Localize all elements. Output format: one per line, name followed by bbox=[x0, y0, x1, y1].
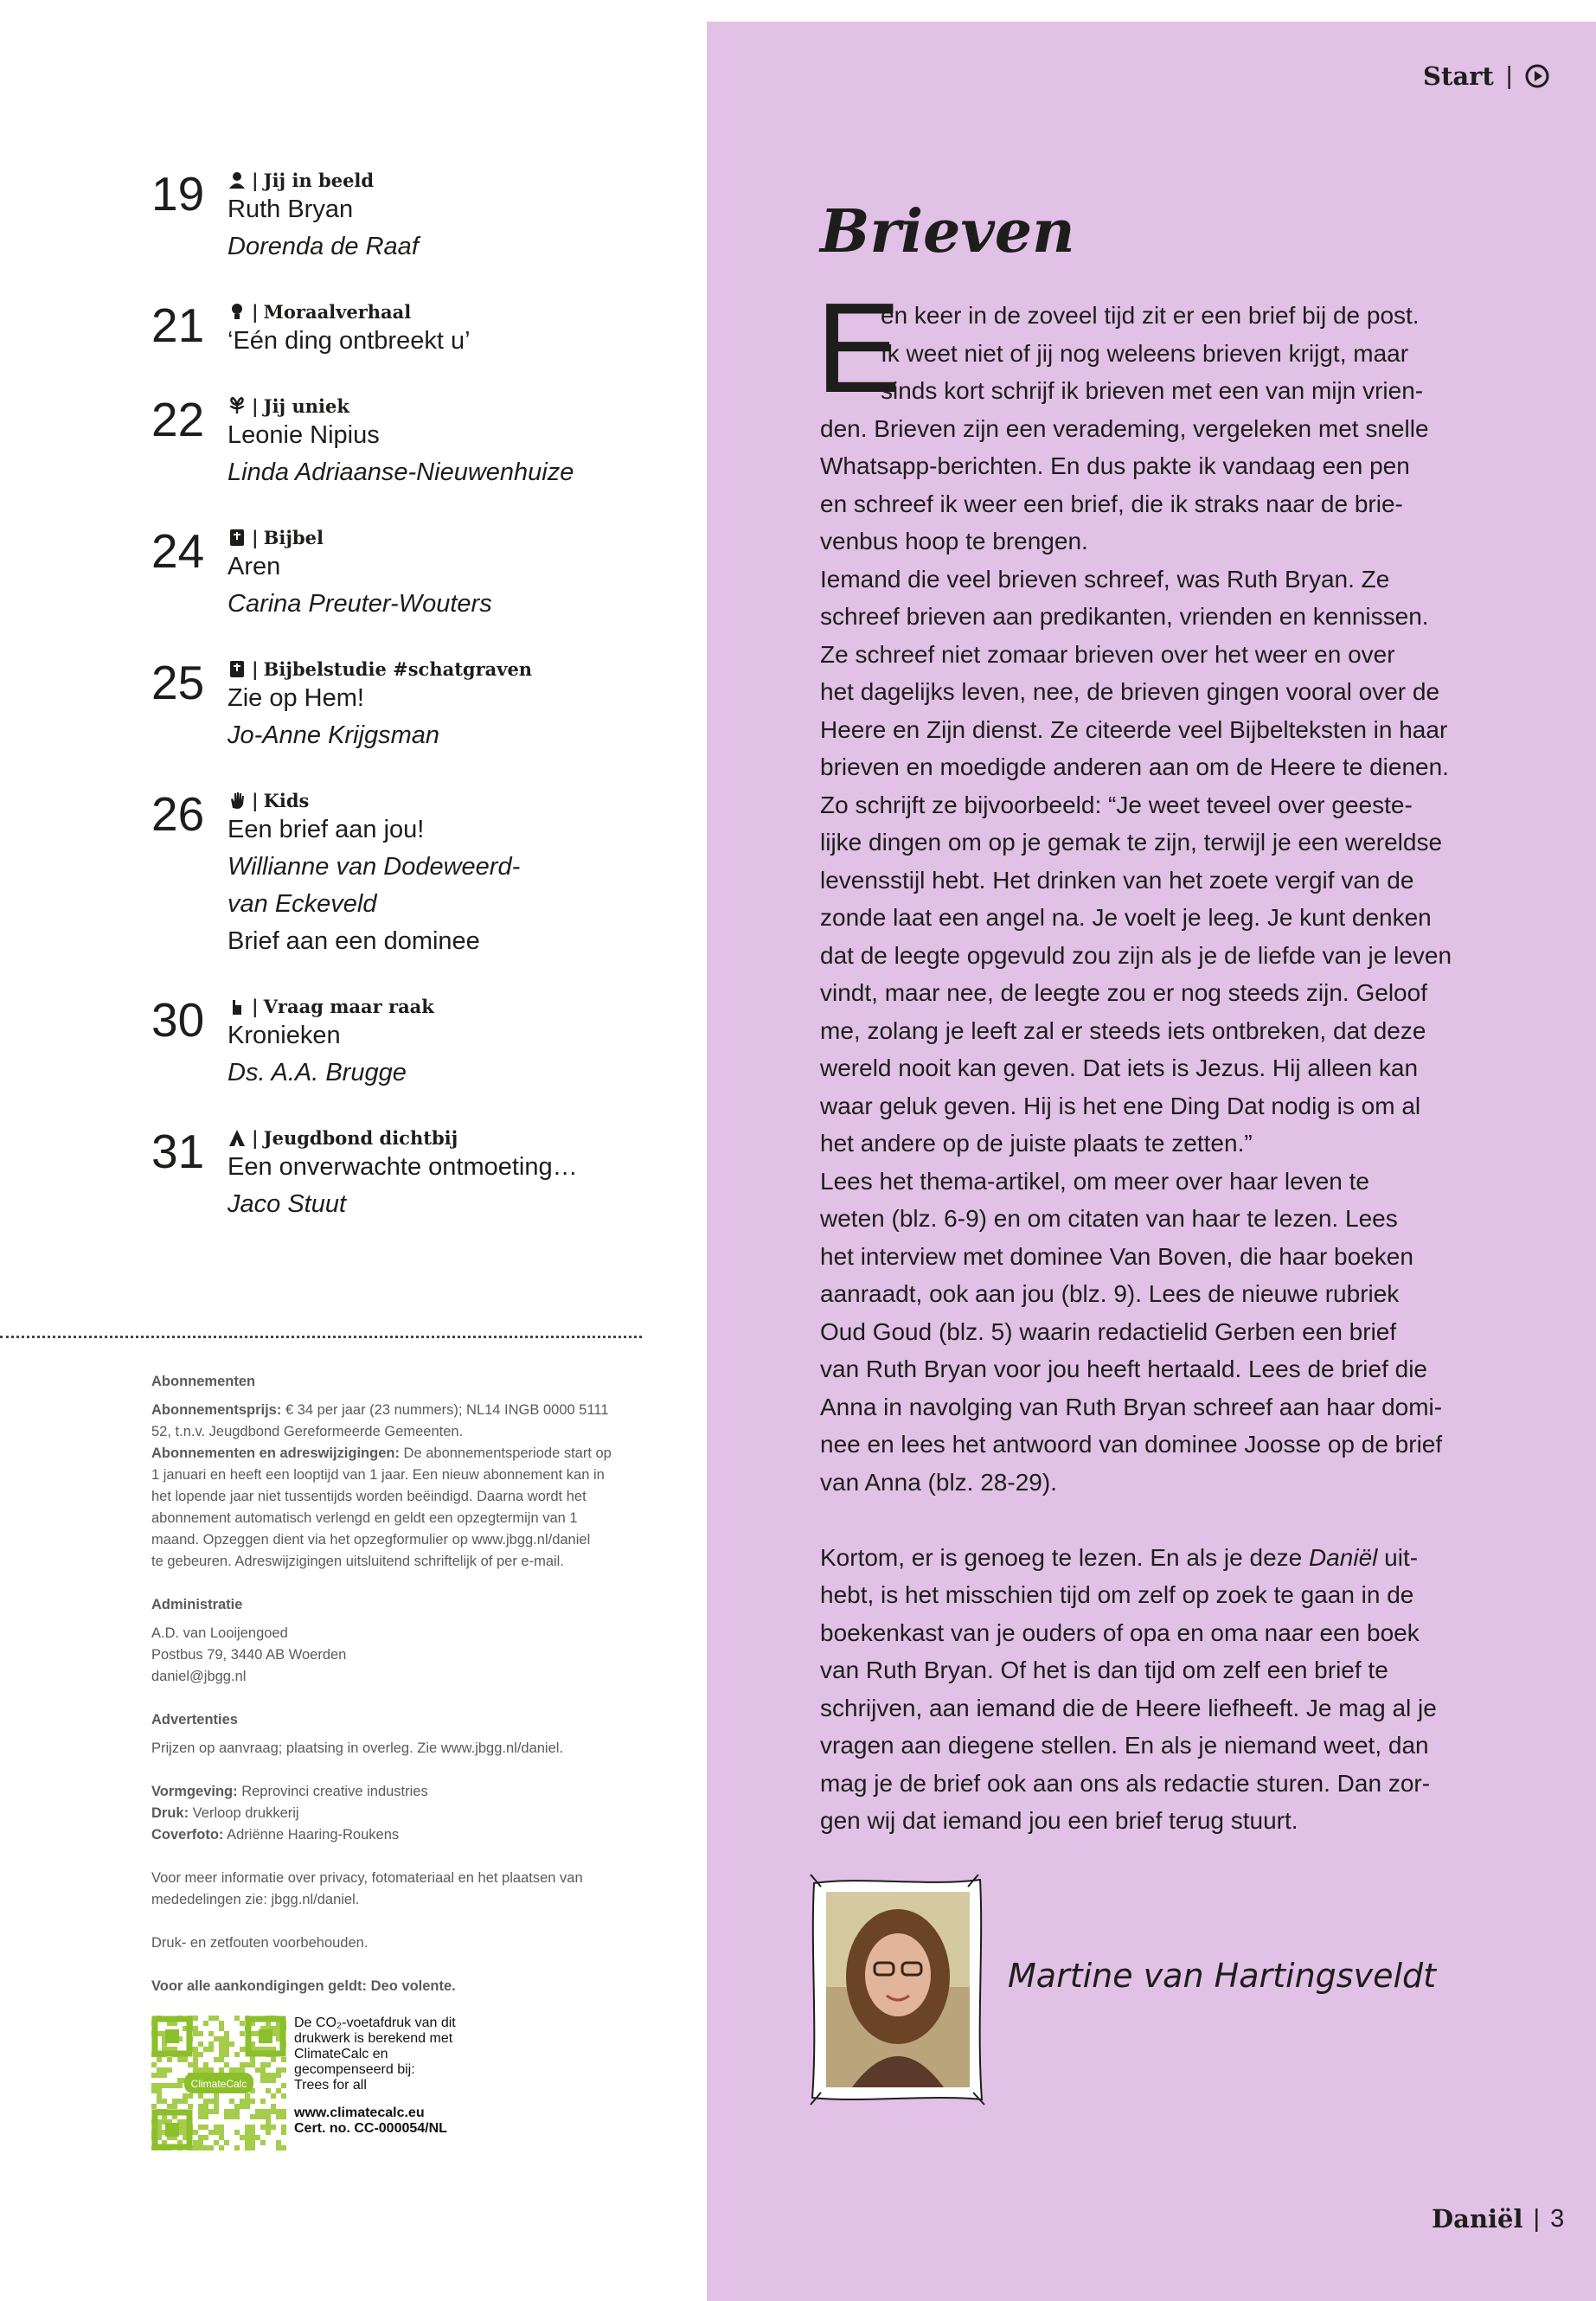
toc-line: Leonie Nipius bbox=[228, 421, 380, 449]
toc-entry-body bbox=[228, 300, 677, 360]
vormgeving-label: Vormgeving: bbox=[151, 1784, 238, 1799]
article-line bbox=[820, 1539, 1452, 1577]
toc-line: Kronieken bbox=[228, 1022, 341, 1049]
article-line: schrijven, aan iemand die de Heere liefheeft. Je mag al je bbox=[820, 1694, 1437, 1721]
toc-entry[interactable] bbox=[151, 995, 670, 1126]
druk-line bbox=[151, 1803, 636, 1824]
toc-entry[interactable] bbox=[151, 1126, 670, 1258]
abon-line: abonnement automatisch verlengd en geldt een opzegtermijn van 1 bbox=[151, 1510, 578, 1526]
abonnementsprijs-label: Abonnementsprijs: bbox=[151, 1402, 282, 1418]
toc-category-label: Bijbel bbox=[263, 526, 324, 548]
article-line: nee en lees het antwoord van dominee Joosse op de brief bbox=[820, 1431, 1443, 1458]
toc-category-separator: | bbox=[252, 169, 259, 191]
article-line: Oud Goud (blz. 5) waarin redactielid Gerben een brief bbox=[820, 1317, 1397, 1345]
article-line: van Ruth Bryan. Of het is dan tijd om zelf een brief te bbox=[820, 1657, 1388, 1683]
toc-line: Een onverwachte ontmoeting… bbox=[228, 1153, 578, 1181]
toc-category-label: Jij in beeld bbox=[263, 169, 375, 191]
page-footer bbox=[1432, 2204, 1564, 2234]
toc-entry-body bbox=[228, 169, 677, 266]
article-title: Brieven bbox=[820, 197, 1075, 266]
dotted-divider bbox=[0, 1336, 642, 1338]
article-line: venbus hoop te brengen. bbox=[820, 528, 1088, 554]
coverfoto-label: Coverfoto: bbox=[151, 1827, 224, 1843]
article-text: uit- bbox=[1377, 1543, 1419, 1571]
toc-category-separator: | bbox=[252, 995, 259, 1017]
person-icon bbox=[228, 170, 247, 189]
toc-line: Zie op Hem! bbox=[228, 684, 364, 712]
article-line: Zo schrijft ze bijvoorbeeld: “Je weet teveel over geeste- bbox=[820, 791, 1413, 818]
article-line: boekenkast van je ouders of opa en oma naar een boek bbox=[820, 1618, 1420, 1646]
toc-line: ‘Eén ding ontbreekt u’ bbox=[228, 327, 471, 355]
article-line: sinds kort schrijf ik brieven met een van mijn vrien- bbox=[881, 377, 1424, 404]
article-line: me, zolang je leeft zal er steeds iets ontbreken, dat deze bbox=[820, 1016, 1426, 1044]
abon-line: maand. Opzeggen dient via het opzegformulier op www.jbgg.nl/daniel bbox=[151, 1532, 591, 1548]
toc-entry[interactable] bbox=[151, 526, 670, 657]
toc-page-number: 30 bbox=[151, 993, 205, 1047]
toc-page-number: 22 bbox=[151, 393, 205, 446]
magazine-title-em: Daniël bbox=[1309, 1543, 1378, 1571]
adreswijzigingen-value: De abonnementsperiode start op bbox=[399, 1445, 612, 1461]
toc-entry[interactable] bbox=[151, 169, 670, 300]
advertenties-line: Prijzen op aanvraag; plaatsing in overleg. Zie www.jbgg.nl/daniel. bbox=[151, 1740, 564, 1756]
toc-page-number: 24 bbox=[151, 524, 205, 578]
toc-entry[interactable] bbox=[151, 300, 670, 394]
toc-line: Carina Preuter-Wouters bbox=[228, 590, 492, 618]
start-nav[interactable] bbox=[1423, 57, 1550, 95]
article-line: mag je de brief ook aan ons als redactie sturen. Dan zor- bbox=[820, 1769, 1431, 1797]
toc-entry[interactable] bbox=[151, 657, 670, 789]
toc-category-separator: | bbox=[252, 300, 259, 323]
toc-page-number: 31 bbox=[151, 1125, 205, 1178]
article-line: waar geluk geven. Hij is het ene Ding Dat nodig is om al bbox=[820, 1092, 1421, 1119]
coverfoto-value: Adriënne Haaring-Roukens bbox=[223, 1827, 400, 1843]
toc-entry-body bbox=[228, 1126, 677, 1223]
article-line: levensstijl hebt. Het drinken van het zoete vergif van de bbox=[820, 866, 1414, 894]
author-signature: Martine van Hartingsveldt bbox=[1008, 1957, 1437, 1995]
toc-category bbox=[228, 657, 677, 680]
qr-code-icon[interactable] bbox=[151, 2016, 286, 2150]
abonnementsprijs-line bbox=[151, 1400, 636, 1421]
toc-line: Ds. A.A. Brugge bbox=[228, 1059, 407, 1086]
druk-value: Verloop drukkerij bbox=[189, 1805, 299, 1821]
toc-entry[interactable] bbox=[151, 394, 670, 526]
drop-cap: E bbox=[816, 277, 901, 420]
abonnementen-heading: Abonnementen bbox=[151, 1374, 256, 1389]
page-number: 3 bbox=[1550, 2204, 1565, 2233]
article-line: vindt, maar nee, de leegte zou er nog steeds zijn. Geloof bbox=[820, 979, 1427, 1006]
toc-category-label: Bijbelstudie #schatgraven bbox=[263, 657, 533, 680]
table-of-contents bbox=[151, 169, 670, 1258]
article-line: brieven en moedigde anderen aan om de Heere te dienen. bbox=[820, 753, 1449, 780]
article-line: van Anna (blz. 28-29). bbox=[820, 1468, 1057, 1496]
footer-separator: | bbox=[1533, 2204, 1541, 2233]
article-line: en keer in de zoveel tijd zit er een brief bij de post. bbox=[881, 302, 1420, 329]
toc-line: van Eckeveld bbox=[228, 890, 377, 918]
climate-line: gecompenseerd bij: bbox=[294, 2062, 415, 2077]
climate-line: ClimateCalc en bbox=[294, 2047, 388, 2061]
toc-category bbox=[228, 169, 677, 191]
article-line: Ze schreef niet zomaar brieven over het weer en over bbox=[820, 640, 1395, 668]
toc-category bbox=[228, 1126, 677, 1149]
climatecalc-block bbox=[151, 2016, 497, 2145]
toc-line: Aren bbox=[228, 553, 281, 580]
toc-category bbox=[228, 394, 677, 417]
toc-entry-body bbox=[228, 657, 677, 754]
toc-line: Brief aan een dominee bbox=[228, 927, 480, 955]
administratie-heading: Administratie bbox=[151, 1597, 243, 1612]
author-photo bbox=[809, 1873, 986, 2106]
article-line: Iemand die veel brieven schreef, was Ruth Bryan. Ze bbox=[820, 565, 1390, 593]
toc-category-separator: | bbox=[252, 789, 259, 811]
toc-category-label: Jeugdbond dichtbij bbox=[263, 1126, 458, 1149]
article-line: lijke dingen om op je gemak te zijn, terwijl je een wereldse bbox=[820, 829, 1443, 856]
toc-entry-body bbox=[228, 789, 677, 960]
article-text: Kortom, er is genoeg te lezen. En als je deze bbox=[820, 1543, 1309, 1571]
lightbulb-icon bbox=[228, 302, 247, 321]
article-line: wereld nooit kan geven. Dat iets is Jezus. Hij alleen kan bbox=[820, 1054, 1419, 1081]
toc-category bbox=[228, 789, 677, 811]
raised-hand-icon bbox=[228, 997, 247, 1016]
deo-volente-note: Voor alle aankondigingen geldt: Deo volente. bbox=[151, 1978, 456, 1994]
climatecalc-text bbox=[294, 2016, 502, 2137]
nav-separator: | bbox=[1505, 61, 1513, 90]
toc-category-separator: | bbox=[252, 1126, 259, 1149]
colophon bbox=[151, 1371, 636, 1997]
toc-line: Ruth Bryan bbox=[228, 195, 354, 223]
article-body bbox=[820, 297, 1452, 1840]
article-line: aanraadt, ook aan jou (blz. 9). Lees de nieuwe rubriek bbox=[820, 1280, 1400, 1307]
article-line: dat de leegte opgevuld zou zijn als je de liefde van je leven bbox=[820, 941, 1452, 969]
toc-entry-body bbox=[228, 995, 677, 1092]
toc-entry-body bbox=[228, 394, 677, 491]
toc-category-separator: | bbox=[252, 394, 259, 417]
toc-page-number: 21 bbox=[151, 298, 205, 352]
play-circle-icon[interactable] bbox=[1524, 63, 1550, 89]
toc-category bbox=[228, 300, 677, 323]
toc-page-number: 19 bbox=[151, 167, 205, 221]
article-line: Whatsapp-berichten. En dus pakte ik vandaag een pen bbox=[820, 452, 1410, 479]
adreswijzigingen-label: Abonnementen en adreswijzigingen: bbox=[151, 1445, 400, 1461]
toc-page-number: 25 bbox=[151, 656, 205, 709]
toc-line: Linda Adriaanse-Nieuwenhuize bbox=[228, 458, 574, 486]
article-line: vragen aan diegene stellen. En als je niemand weet, dan bbox=[820, 1732, 1429, 1759]
climatecalc-cert: Cert. no. CC-000054/NL bbox=[294, 2121, 447, 2136]
article-line: Anna in navolging van Ruth Bryan schreef aan haar domi- bbox=[820, 1393, 1443, 1420]
toc-line: Jaco Stuut bbox=[228, 1190, 347, 1218]
bible-icon bbox=[228, 659, 247, 678]
climatecalc-url[interactable]: www.climatecalc.eu bbox=[294, 2106, 425, 2120]
tent-icon bbox=[228, 1128, 247, 1147]
abonnementsprijs-value: € 34 per jaar (23 nummers); NL14 INGB 0000 5111 bbox=[281, 1402, 609, 1418]
article-line: het andere op de juiste plaats te zetten.” bbox=[820, 1130, 1253, 1157]
qr-badge-text: ClimateCalc bbox=[190, 2078, 247, 2090]
abon-line: het lopende jaar niet tussentijds worden beëindigd. Daarna wordt het bbox=[151, 1489, 586, 1504]
druk-label: Druk: bbox=[151, 1805, 189, 1821]
toc-category bbox=[228, 526, 677, 548]
toc-page-number: 26 bbox=[151, 787, 205, 841]
abon-line: te gebeuren. Adreswijzigingen uitsluitend schriftelijk of per e-mail. bbox=[151, 1554, 564, 1569]
privacy-line: mededelingen zie: jbgg.nl/daniel. bbox=[151, 1892, 360, 1907]
administratie-line: A.D. van Looijengoed bbox=[151, 1625, 288, 1641]
start-label[interactable]: Start bbox=[1423, 61, 1494, 91]
climate-line: Trees for all bbox=[294, 2078, 367, 2093]
toc-category-label: Kids bbox=[263, 789, 310, 811]
advertenties-heading: Advertenties bbox=[151, 1712, 238, 1727]
article-line: weten (blz. 6-9) en om citaten van haar te lezen. Lees bbox=[820, 1205, 1398, 1232]
article-line: hebt, is het misschien tijd om zelf op zoek te gaan in de bbox=[820, 1581, 1414, 1608]
toc-category-label: Jij uniek bbox=[263, 394, 349, 417]
vormgeving-value: Reprovinci creative industries bbox=[237, 1784, 428, 1799]
article-line: van Ruth Bryan voor jou heeft hertaald. Lees de brief die bbox=[820, 1356, 1427, 1382]
privacy-line: Voor meer informatie over privacy, fotomateriaal en het plaatsen van bbox=[151, 1870, 583, 1886]
toc-entry-body bbox=[228, 526, 677, 623]
toc-entry[interactable] bbox=[151, 789, 670, 995]
abon-line: 1 januari en heeft een looptijd van 1 jaar. Een nieuw abonnement kan in bbox=[151, 1467, 605, 1483]
toc-category-label: Vraag maar raak bbox=[263, 995, 434, 1017]
article-line: en schreef ik weer een brief, die ik straks naar de brie- bbox=[820, 490, 1403, 517]
climate-line: drukwerk is berekend met bbox=[294, 2031, 453, 2046]
article-line: Ik weet niet of jij nog weleens brieven krijgt, maar bbox=[881, 339, 1409, 367]
coverfoto-line bbox=[151, 1824, 636, 1846]
toc-line: Dorenda de Raaf bbox=[228, 233, 419, 260]
toc-category-separator: | bbox=[252, 526, 259, 548]
toc-category-label: Moraalverhaal bbox=[263, 300, 412, 323]
adreswijzigingen-line bbox=[151, 1443, 636, 1465]
flower-icon bbox=[228, 396, 247, 415]
article-line: den. Brieven zijn een verademing, vergeleken met snelle bbox=[820, 414, 1429, 442]
toc-category-separator: | bbox=[252, 657, 259, 680]
administratie-email[interactable]: daniel@jbgg.nl bbox=[151, 1669, 247, 1684]
hand-icon bbox=[228, 791, 247, 810]
magazine-name: Daniël bbox=[1432, 2204, 1523, 2234]
abonnementsprijs-line2: 52, t.n.v. Jeugdbond Gereformeerde Gemeenten. bbox=[151, 1424, 464, 1439]
article-line: schreef brieven aan predikanten, vrienden en kennissen. bbox=[820, 603, 1429, 630]
article-line: Heere en Zijn dienst. Ze citeerde veel Bijbelteksten in haar bbox=[820, 715, 1448, 743]
administratie-line: Postbus 79, 3440 AB Woerden bbox=[151, 1647, 347, 1663]
toc-line: Jo-Anne Krijgsman bbox=[228, 721, 439, 749]
bible-icon bbox=[228, 528, 247, 547]
toc-category bbox=[228, 995, 677, 1017]
article-line: het dagelijks leven, nee, de brieven gingen vooral over de bbox=[820, 678, 1440, 705]
article-line: het interview met dominee Van Boven, die haar boeken bbox=[820, 1242, 1413, 1270]
toc-line: Willianne van Dodeweerd- bbox=[228, 853, 521, 881]
vormgeving-line bbox=[151, 1781, 636, 1803]
article-line: gen wij dat iemand jou een brief terug stuurt. bbox=[820, 1807, 1298, 1834]
article-line: zonde laat een angel na. Je voelt je leeg. Je kunt denken bbox=[820, 904, 1432, 931]
druk-fouten-note: Druk- en zetfouten voorbehouden. bbox=[151, 1935, 369, 1951]
article-line: Lees het thema-artikel, om meer over haar leven te bbox=[820, 1167, 1369, 1195]
climate-line: De CO₂-voetafdruk van dit bbox=[294, 2016, 456, 2030]
toc-line: Een brief aan jou! bbox=[228, 816, 425, 843]
